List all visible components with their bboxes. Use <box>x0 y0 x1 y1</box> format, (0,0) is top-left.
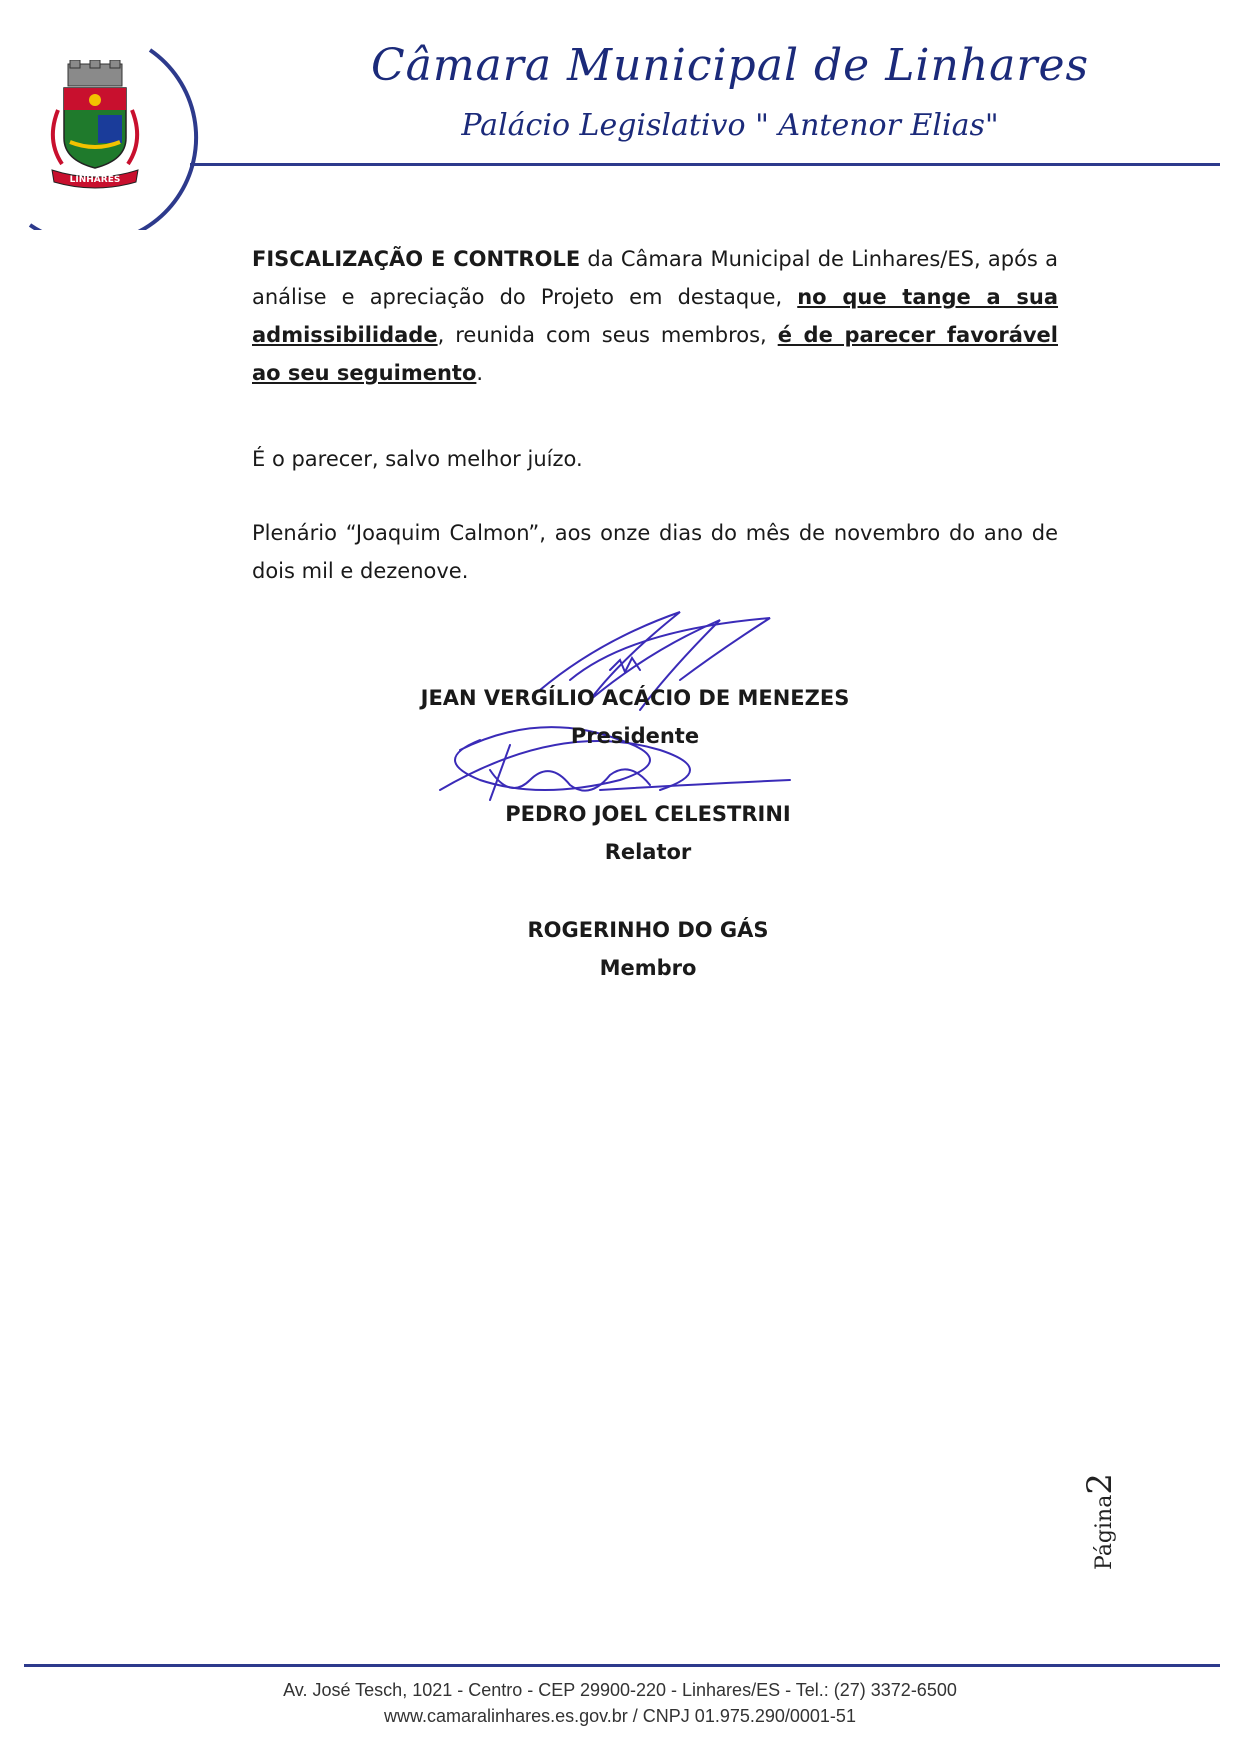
header-subtitle: Palácio Legislativo " Antenor Elias" <box>461 108 999 143</box>
date-paragraph: Plenário “Joaquim Calmon”, aos onze dias do mês de novembro do ano de dois mil e dezenove. <box>252 521 1058 583</box>
signatory-role-member: Membro <box>599 956 697 980</box>
para1-text2: , reunida com seus membros, <box>437 323 778 347</box>
signatory-role-rapporteur: Relator <box>604 840 692 864</box>
signatory-name-president: JEAN VERGÍLIO ACÁCIO DE MENEZES <box>420 686 850 710</box>
footer-address: Av. José Tesch, 1021 - Centro - CEP 29900-220 - Linhares/ES - Tel.: (27) 3372-6500 <box>283 1680 957 1700</box>
footer-website: www.camaralinhares.es.gov.br / CNPJ 01.975.290/0001-51 <box>384 1706 856 1726</box>
linhares-crest-logo <box>40 60 150 190</box>
signatory-name-member: ROGERINHO DO GÁS <box>527 918 769 942</box>
para1-underline1: no que tange a sua admissibilidade <box>252 285 1059 347</box>
page-label-rotated <box>1080 1473 1120 1570</box>
signatory-role-president: Presidente <box>570 724 700 748</box>
footer-rule <box>24 1664 1220 1667</box>
para1-underline2: é de parecer favorável ao seu seguimento <box>252 323 1058 385</box>
opinion-paragraph <box>252 240 1058 392</box>
header-title: Câmara Municipal de Linhares <box>370 40 1090 91</box>
page-number-value: 2 <box>1080 1473 1120 1495</box>
closing-paragraph: É o parecer, salvo melhor juízo. <box>252 447 583 471</box>
para1-text3: . <box>476 361 484 385</box>
crest-label: LINHARES <box>69 175 121 185</box>
page-number <box>1080 1473 1160 1650</box>
handwritten-signatures <box>420 600 880 820</box>
page-label: Página <box>1092 1494 1117 1570</box>
header-rule <box>190 163 1220 166</box>
committee-name: FISCALIZAÇÃO E CONTROLE <box>252 247 581 271</box>
signatory-name-rapporteur: PEDRO JOEL CELESTRINI <box>505 802 791 826</box>
para1-text1: da Câmara Municipal de Linhares/ES, após a análise e apreciação do Projeto em destaque, <box>252 247 1058 309</box>
